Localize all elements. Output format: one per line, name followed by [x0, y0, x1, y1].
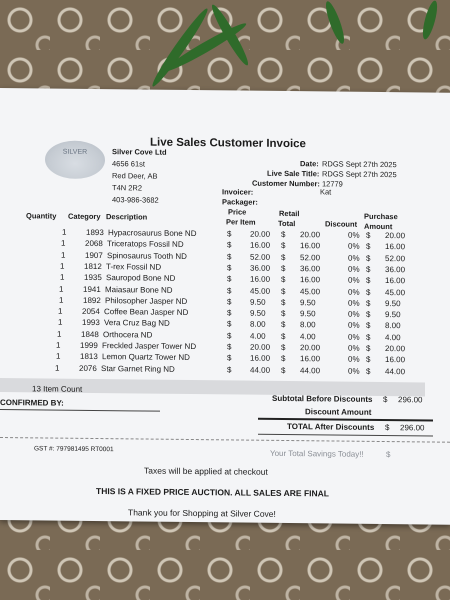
row-quantity: 1 [55, 363, 60, 373]
row-retail-currency: $ [281, 297, 286, 307]
row-price: 44.00 [250, 365, 271, 375]
row-retail: 4.00 [300, 331, 316, 341]
row-description: Coffee Bean Jasper ND [104, 307, 189, 318]
row-retail-currency: $ [281, 331, 286, 341]
row-description: Hypacrosaurus Bone ND [108, 228, 197, 239]
row-price-currency: $ [227, 308, 232, 318]
invoicer-value: Kat [320, 187, 332, 197]
row-discount: 0% [348, 366, 360, 376]
row-price: 4.00 [250, 331, 266, 341]
row-amount-currency: $ [366, 253, 371, 263]
row-price: 9.50 [250, 297, 266, 307]
row-retail-currency: $ [281, 309, 286, 319]
row-amount: 44.00 [385, 366, 406, 376]
row-amount: 52.00 [385, 253, 406, 263]
gst-number: GST #: 797981495 RT0001 [34, 445, 114, 454]
row-category: 1935 [84, 273, 102, 283]
row-price: 8.00 [250, 320, 266, 330]
row-quantity: 1 [56, 351, 61, 361]
row-category: 2076 [79, 363, 97, 373]
col-price: Price [228, 207, 247, 217]
row-retail: 52.00 [300, 252, 321, 262]
row-amount: 4.00 [385, 332, 401, 342]
row-price: 36.00 [250, 263, 271, 273]
row-description: Spinosaurus Tooth ND [107, 250, 187, 261]
row-price: 20.00 [250, 229, 271, 239]
total-rule-top [258, 418, 433, 422]
row-category: 1813 [80, 352, 98, 362]
row-price-currency: $ [227, 229, 232, 239]
row-price-currency: $ [227, 240, 232, 250]
row-retail: 9.50 [300, 297, 316, 308]
row-price-currency: $ [227, 251, 232, 262]
row-category: 1941 [83, 284, 101, 294]
confirmed-by-line [0, 409, 160, 412]
row-retail: 16.00 [300, 241, 321, 251]
separator-line [0, 437, 450, 443]
invoice-title: Live Sales Customer Invoice [150, 136, 306, 151]
seller-postal: T4N 2R2 [112, 183, 143, 193]
row-price: 16.00 [250, 274, 271, 285]
row-discount: 0% [348, 253, 360, 263]
row-description: T-rex Fossil ND [106, 262, 162, 272]
row-price: 20.00 [250, 342, 271, 352]
thank-you-note: Thank you for Shopping at Silver Cove! [128, 507, 276, 519]
row-discount: 0% [348, 287, 360, 297]
row-category: 1812 [84, 261, 102, 271]
row-retail: 16.00 [300, 275, 321, 285]
row-amount-currency: $ [366, 321, 371, 331]
total-rule-bottom [258, 434, 433, 437]
seller-phone: 403-986-3682 [112, 195, 159, 205]
row-amount-currency: $ [366, 298, 371, 308]
row-price-currency: $ [227, 331, 232, 341]
confirmed-by-label: CONFIRMED BY: [0, 398, 64, 408]
col-category: Category [68, 211, 101, 222]
col-purchase: Purchase [364, 211, 398, 222]
col-retail: Retail [279, 208, 300, 219]
plant-leaf [323, 0, 348, 45]
row-price-currency: $ [227, 263, 232, 273]
row-quantity: 1 [56, 340, 61, 350]
row-discount: 0% [348, 230, 360, 240]
customer-number-value: 12779 [322, 179, 343, 189]
row-amount: 9.50 [385, 298, 401, 308]
row-price-currency: $ [227, 285, 232, 295]
row-retail-currency: $ [281, 365, 286, 375]
row-retail: 44.00 [300, 365, 321, 375]
row-amount-currency: $ [366, 230, 371, 240]
row-amount-currency: $ [366, 264, 371, 274]
row-amount: 20.00 [385, 344, 406, 354]
total-label: TOTAL After Discounts [287, 422, 375, 432]
invoicer-label: Invoicer: [222, 187, 254, 197]
row-description: Freckled Jasper Tower ND [102, 341, 197, 352]
row-amount-currency: $ [366, 366, 371, 376]
seller-address: 4656 61st [112, 159, 145, 169]
row-discount: 0% [348, 241, 360, 252]
row-retail: 16.00 [300, 354, 321, 364]
row-amount: 16.00 [385, 242, 406, 252]
row-price-currency: $ [227, 297, 232, 307]
row-description: Orthocera ND [103, 329, 153, 340]
row-retail-currency: $ [281, 275, 286, 285]
row-price: 16.00 [250, 240, 271, 251]
row-amount: 8.00 [385, 321, 401, 331]
row-description: Star Garnet Ring ND [101, 363, 175, 374]
row-amount: 36.00 [385, 264, 406, 275]
row-discount: 0% [348, 309, 360, 319]
row-amount: 9.50 [385, 310, 401, 320]
logo-text: SILVER [62, 148, 88, 156]
seller-city: Red Deer, AB [112, 171, 158, 181]
row-price: 16.00 [250, 353, 271, 364]
row-category: 1893 [86, 227, 104, 238]
row-quantity: 1 [62, 227, 67, 237]
row-discount: 0% [348, 264, 360, 274]
row-quantity: 1 [60, 261, 65, 271]
row-retail: 9.50 [300, 309, 316, 319]
row-quantity: 1 [61, 250, 66, 260]
row-price: 52.00 [250, 252, 271, 262]
row-discount: 0% [348, 332, 360, 342]
row-description: Triceratops Fossil ND [107, 239, 184, 250]
total-currency: $ [385, 423, 390, 433]
row-quantity: 1 [58, 306, 63, 316]
item-count: 13 Item Count [32, 384, 83, 394]
savings-currency: $ [386, 450, 391, 460]
invoice-paper [0, 88, 450, 525]
row-category: 1848 [81, 329, 99, 339]
row-amount: 20.00 [385, 231, 406, 241]
packager-label: Packager: [222, 197, 258, 207]
sale-title-label: Live Sale Title: [267, 168, 320, 179]
row-retail-currency: $ [281, 354, 286, 364]
row-amount-currency: $ [366, 343, 371, 353]
row-category: 2068 [85, 239, 103, 249]
row-retail: 45.00 [300, 286, 321, 296]
sale-title-value: RDGS Sept 27th 2025 [322, 169, 397, 180]
row-retail-currency: $ [281, 286, 286, 296]
row-amount-currency: $ [366, 309, 371, 319]
row-discount: 0% [348, 275, 360, 285]
row-category: 1999 [80, 340, 98, 351]
taxes-note: Taxes will be applied at checkout [144, 465, 268, 477]
row-price-currency: $ [227, 274, 232, 284]
fixed-price-note: THIS IS A FIXED PRICE AUCTION. ALL SALES ARE FINAL [96, 486, 329, 499]
row-category: 1907 [85, 250, 103, 260]
row-description: Sauropod Bone ND [106, 273, 176, 284]
row-quantity: 1 [57, 329, 62, 339]
col-description: Description [106, 212, 148, 222]
row-quantity: 1 [59, 295, 64, 305]
subtotal-currency: $ [383, 395, 388, 405]
row-amount-currency: $ [366, 276, 371, 286]
col-discount: Discount [325, 219, 358, 229]
row-quantity: 1 [58, 317, 63, 328]
row-retail-currency: $ [281, 263, 286, 273]
date-value: RDGS Sept 27th 2025 [322, 159, 397, 170]
row-price-currency: $ [227, 342, 232, 352]
row-price: 9.50 [250, 308, 266, 318]
seller-name: Silver Cove Ltd [112, 147, 167, 157]
col-purchase-amount: Amount [364, 221, 393, 232]
row-amount: 16.00 [385, 355, 406, 365]
row-category: 1993 [82, 318, 100, 328]
row-retail: 36.00 [300, 264, 321, 274]
row-price-currency: $ [227, 319, 232, 329]
row-quantity: 1 [60, 272, 65, 282]
row-retail-currency: $ [281, 252, 286, 262]
row-discount: 0% [348, 343, 360, 353]
silver-cove-logo [45, 140, 105, 179]
row-description: Maiasaur Bone ND [105, 284, 173, 295]
row-retail: 20.00 [300, 343, 321, 353]
row-discount: 0% [348, 354, 360, 365]
row-retail: 8.00 [300, 320, 316, 330]
row-category: 1892 [83, 295, 101, 305]
row-amount-currency: $ [366, 242, 371, 252]
row-description: Lemon Quartz Tower ND [102, 352, 190, 363]
row-retail-currency: $ [281, 229, 286, 239]
row-description: Vera Cruz Bag ND [104, 318, 170, 329]
total-savings: Your Total Savings Today!! [270, 448, 364, 459]
row-discount: 0% [348, 321, 360, 331]
row-amount-currency: $ [366, 355, 371, 365]
row-quantity: 1 [59, 284, 64, 294]
subtotal-value: 296.00 [398, 395, 423, 405]
col-price-per-item: Per Item [226, 217, 256, 227]
row-description: Philosopher Jasper ND [105, 295, 188, 306]
row-price-currency: $ [227, 353, 232, 363]
row-retail-currency: $ [281, 320, 286, 330]
row-retail-currency: $ [281, 241, 286, 251]
row-retail-currency: $ [281, 342, 286, 352]
plant-leaf [420, 0, 440, 41]
subtotal-label: Subtotal Before Discounts [272, 393, 373, 404]
row-price-currency: $ [227, 364, 232, 375]
row-category: 2054 [82, 306, 100, 317]
customer-number-label: Customer Number: [252, 178, 320, 189]
row-amount-currency: $ [366, 332, 371, 342]
col-quantity: Quantity [26, 211, 57, 221]
row-discount: 0% [348, 298, 360, 308]
col-retail-total: Total [278, 218, 296, 229]
date-label: Date: [300, 159, 319, 169]
row-amount: 16.00 [385, 276, 406, 286]
row-price: 45.00 [250, 286, 271, 296]
row-quantity: 1 [61, 238, 66, 248]
total-value: 296.00 [400, 423, 425, 433]
discount-amount-label: Discount Amount [305, 407, 372, 417]
row-amount-currency: $ [366, 287, 371, 297]
row-amount: 45.00 [385, 287, 406, 297]
row-retail: 20.00 [300, 230, 321, 240]
